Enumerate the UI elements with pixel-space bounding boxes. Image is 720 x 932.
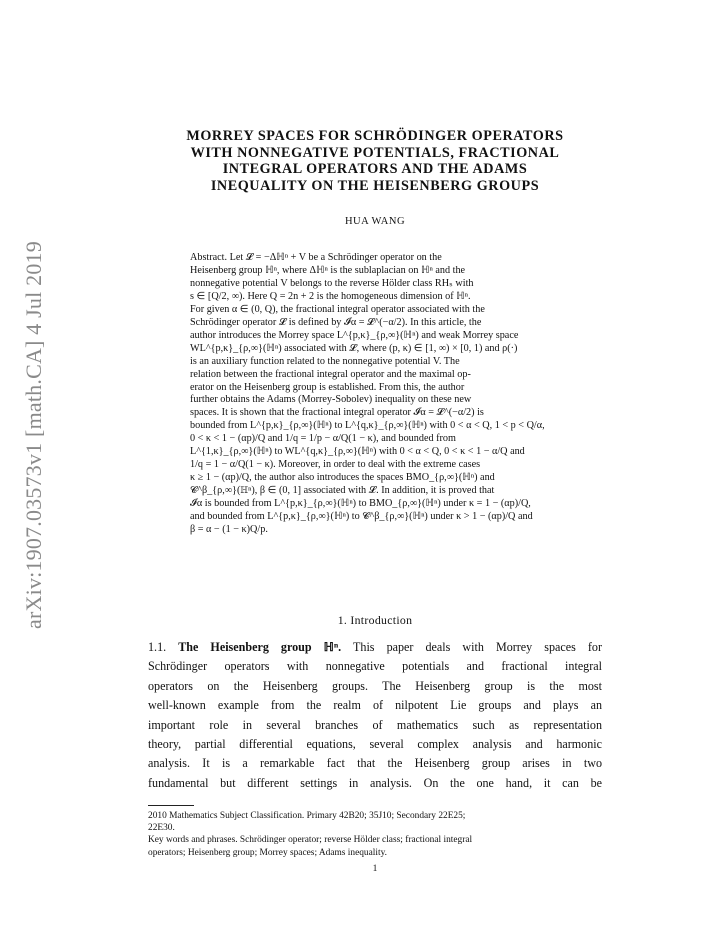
abstract-line: Schrödinger operator 𝓛 is defined by 𝓘α = 𝓛^(−α/2). In this article, the [190, 316, 482, 328]
body-line: Schrödinger operators with nonnegative potentials and fractional integral [148, 659, 602, 674]
abstract-line: and bounded from L^{p,κ}_{ρ,∞}(ℍⁿ) to 𝓒^β_{ρ,∞}(ℍⁿ) under κ > 1 − (αp)/Q and [190, 511, 533, 523]
abstract-line: s ∈ [Q/2, ∞). Here Q = 2n + 2 is the homogeneous dimension of ℍⁿ. [190, 290, 471, 302]
page-number: 1 [372, 864, 378, 874]
footnote-rule [148, 805, 194, 806]
section-heading: 1. Introduction [337, 613, 413, 627]
abstract-line: is an auxiliary function related to the nonnegative potential V. The [190, 355, 460, 367]
paper-title [150, 128, 600, 194]
title-line: INEQUALITY ON THE HEISENBERG GROUPS [210, 177, 540, 194]
abstract-line: WL^{p,κ}_{ρ,∞}(ℍⁿ) associated with 𝓛, where (p, κ) ∈ [1, ∞) × [0, 1) and ρ(·) [190, 342, 518, 354]
abstract-line: β = α − (1 − κ)Q/p. [190, 524, 268, 536]
body-line: fundamental but different settings in analysis. On the one hand, it can be [148, 775, 602, 790]
body-line: analysis. It is a remarkable fact that the Heisenberg group arises in two [148, 756, 602, 771]
introduction-body [148, 638, 602, 793]
body-line [148, 638, 602, 657]
abstract-line: nonnegative potential V belongs to the reverse Hölder class RHₛ with [190, 277, 474, 289]
arxiv-identifier [14, 220, 54, 650]
arxiv-identifier-text: arXiv:1907.03573v1 [math.CA] 4 Jul 2019 [21, 241, 46, 629]
abstract-line: Abstract. Let 𝓛 = −Δℍⁿ + V be a Schrödinger operator on the [190, 252, 442, 263]
abstract-line: Heisenberg group ℍⁿ, where Δℍⁿ is the sublaplacian on ℍⁿ and the [190, 264, 466, 276]
abstract-line: κ ≥ 1 − (αp)/Q, the author also introduces the spaces BMO_{ρ,∞}(ℍⁿ) and [190, 472, 495, 484]
title-line: WITH NONNEGATIVE POTENTIALS, FRACTIONAL [190, 144, 560, 161]
abstract-line: relation between the fractional integral operator and the maximal op- [190, 368, 471, 380]
title-line: INTEGRAL OPERATORS AND THE ADAMS [222, 161, 528, 178]
body-line: well-known example from the realm of nilpotent Lie groups and plays an [148, 698, 602, 713]
abstract-line: 𝓒^β_{ρ,∞}(ℍⁿ), β ∈ (0, 1] associated with 𝓛. In addition, it is proved that [190, 485, 495, 497]
body-line: important role in several branches of mathematics such as representation [148, 717, 602, 732]
body-line: operators on the Heisenberg groups. The Heisenberg group is the most [148, 678, 602, 693]
abstract-line: 1/q = 1 − α/Q(1 − κ). Moreover, in order to deal with the extreme cases [190, 459, 481, 471]
abstract-line: spaces. It is shown that the fractional integral operator 𝓘α = 𝓛^(−α/2) is [190, 407, 484, 419]
author-name: HUA WANG [344, 216, 406, 227]
abstract-line: erator on the Heisenberg group is established. From this, the author [190, 381, 465, 393]
subsection-title: The Heisenberg group ℍⁿ. [178, 640, 342, 654]
abstract-line: further obtains the Adams (Morrey-Sobolev) inequality on these new [190, 394, 472, 406]
abstract-line: 0 < κ < 1 − (αp)/Q and 1/q = 1/p − α/Q(1 − κ), and bounded from [190, 433, 456, 445]
abstract-line: bounded from L^{p,κ}_{ρ,∞}(ℍⁿ) to L^{q,κ}_{ρ,∞}(ℍⁿ) with 0 < α < Q, 1 < p < Q/α, [190, 420, 545, 432]
abstract-line: L^{1,κ}_{ρ,∞}(ℍⁿ) to WL^{q,κ}_{ρ,∞}(ℍⁿ) with 0 < α < Q, 0 < κ < 1 − α/Q and [190, 446, 525, 458]
abstract-line: 𝓘α is bounded from L^{p,κ}_{ρ,∞}(ℍⁿ) to BMO_{ρ,∞}(ℍⁿ) under κ = 1 − (αp)/Q, [190, 498, 531, 510]
footnotes [148, 810, 602, 859]
abstract [190, 252, 558, 537]
footnote-line: operators; Heisenberg group; Morrey spaces; Adams inequality. [148, 847, 388, 858]
footnote-line: 2010 Mathematics Subject Classification. Primary 42B20; 35J10; Secondary 22E25; [148, 811, 466, 821]
body-line: theory, partial differential equations, several complex analysis and harmonic [148, 737, 602, 752]
footnote-line: Key words and phrases. Schrödinger operator; reverse Hölder class; fractional integral [148, 835, 473, 846]
subsection-number: 1.1. [148, 640, 167, 654]
abstract-line: author introduces the Morrey space L^{p,κ}_{ρ,∞}(ℍⁿ) and weak Morrey space [190, 329, 519, 341]
body-line-text: This paper deals with Morrey spaces for [353, 640, 602, 654]
title-line: MORREY SPACES FOR SCHRÖDINGER OPERATORS [186, 128, 564, 144]
footnote-line: 22E30. [148, 823, 175, 834]
abstract-line: For given α ∈ (0, Q), the fractional integral operator associated with the [190, 303, 485, 315]
